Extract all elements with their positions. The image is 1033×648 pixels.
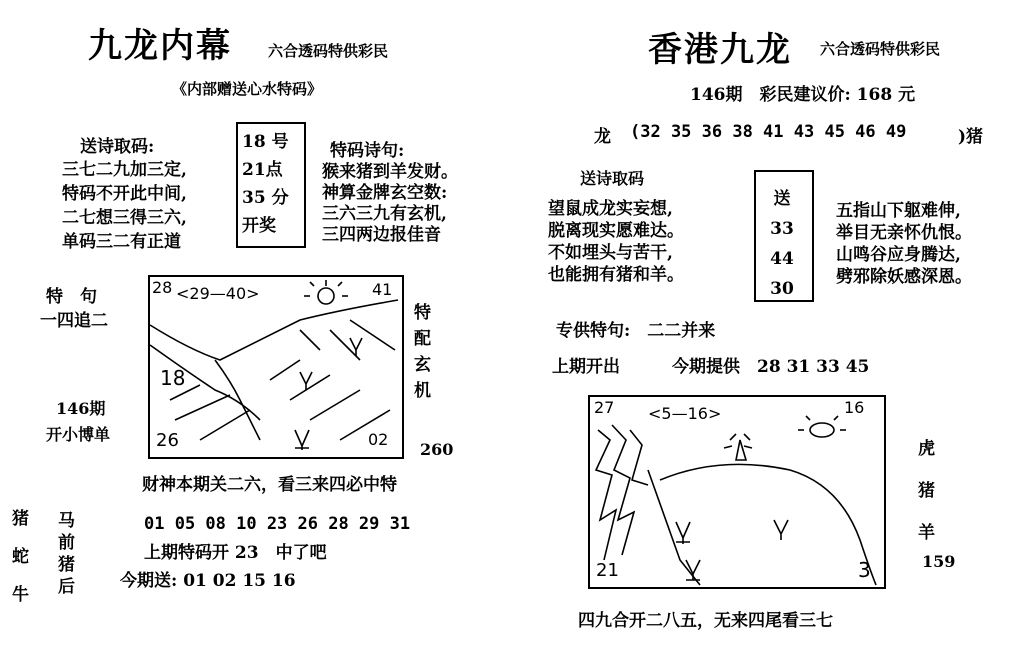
zodiac-char: 蛇 (12, 547, 29, 567)
left-last-line: 上期特码开 23 中了吧 (144, 543, 327, 563)
right-special-line: 专供特句: 二二并来 (556, 321, 716, 341)
left-verse-heading: 特码诗句: (330, 141, 405, 161)
right-poem-line: 脱离现实愿难达。 (548, 221, 684, 241)
right-poem-line: 不如埋头与苦干, (548, 243, 673, 263)
left-sketch-range: <29—40> (176, 284, 260, 303)
right-poem-line: 望鼠成龙实妄想, (548, 199, 673, 219)
left-issue-note: 开小博单 (46, 425, 111, 444)
send-number: 33 (770, 219, 794, 239)
right-poem-line: 山鸣谷应身腾达, (836, 245, 961, 265)
right-sketch-bottom-left: 21 (596, 560, 619, 581)
zodiac-char: 猪 (918, 481, 935, 501)
left-sketch-top-left: 28 (152, 278, 173, 297)
right-footer-line: 四九合开二八五，无来四尾看三七 (578, 611, 833, 631)
zodiac-char: 羊 (918, 523, 935, 543)
right-title: 香港九龙 (648, 30, 792, 70)
sun-icon (810, 423, 834, 437)
left-sketch-top-right: 41 (372, 280, 393, 299)
draw-minute: 35 分 (242, 188, 289, 208)
draw-hour: 21点 (242, 160, 283, 180)
left-poem-heading: 送诗取码: (80, 137, 155, 157)
right-provide-line: 今期提供 28 31 33 45 (672, 357, 870, 377)
number-260: 260 (420, 440, 454, 459)
fortune-line: 财神本期关二六，看三来四必中特 (142, 475, 397, 495)
left-sketch-mid: 18 (160, 366, 186, 390)
number-159: 159 (922, 552, 956, 571)
right-poem-line: 五指山下躯难伸, (836, 201, 961, 221)
left-poem-line: 特码不开此中间, (62, 184, 187, 204)
right-price-line: 146期 彩民建议价: 168 元 (690, 85, 916, 105)
left-send-line: 今期送: 01 02 15 16 (120, 571, 296, 591)
cactus-icon (736, 440, 746, 460)
right-sketch-range: <5—16> (648, 404, 722, 423)
left-sketch-bottom-right: 02 (368, 430, 389, 449)
vertical-char: 特 (414, 303, 431, 323)
right-last-open: 上期开出 (552, 357, 620, 377)
left-poem-line: 二七想三得三六, (62, 208, 187, 228)
zodiac-char: 猪 (58, 555, 75, 575)
bird-icon (774, 520, 788, 540)
draw-number: 18 号 (242, 132, 289, 152)
right-poem-line: 也能拥有猪和羊。 (548, 265, 684, 285)
special-value: 一四追二 (40, 311, 108, 331)
left-poem-line: 三七二九加三定, (62, 160, 187, 180)
right-poem-heading: 送诗取码 (580, 169, 645, 188)
zodiac-char: 猪 (12, 509, 29, 529)
right-poem-line: 劈邪除妖感深恩。 (836, 267, 972, 287)
zodiac-char: 后 (58, 577, 75, 597)
send-number: 44 (770, 249, 794, 269)
left-numbers-line: 01 05 08 10 23 26 28 29 31 (144, 514, 411, 534)
left-poem-line: 单码三二有正道 (62, 232, 181, 252)
pig-label: )猪 (958, 127, 984, 147)
left-title: 九龙内幕 (88, 26, 232, 66)
left-subtitle: 六合透码特供彩民 (268, 42, 389, 60)
left-issue: 146期 (56, 399, 106, 418)
zodiac-char: 虎 (918, 439, 935, 459)
right-sketch-top-right: 16 (844, 398, 865, 417)
right-sketch-bottom-right: 3 (858, 558, 871, 582)
vertical-char: 机 (414, 381, 431, 401)
special-label: 特 句 (46, 287, 97, 307)
zodiac-char: 马 (58, 511, 75, 531)
left-verse-line: 三四两边报佳音 (322, 225, 441, 245)
vertical-char: 配 (414, 329, 431, 349)
vertical-char: 玄 (414, 355, 431, 375)
draw-label: 开奖 (242, 216, 276, 236)
left-tagline: 《内部赠送心水特码》 (172, 80, 323, 98)
bird-icon (676, 522, 690, 544)
dragon-label: 龙 (594, 127, 611, 147)
right-subtitle: 六合透码特供彩民 (820, 40, 941, 58)
zodiac-char: 牛 (12, 585, 29, 605)
dragon-numbers: (32 35 36 38 41 43 45 46 49 (630, 122, 907, 142)
send-number: 30 (770, 279, 794, 299)
zodiac-char: 前 (58, 533, 75, 553)
left-verse-line: 三六三九有玄机, (322, 204, 447, 224)
send-label: 送 (773, 189, 791, 209)
left-verse-line: 猴来猪到羊发财。 (322, 162, 458, 182)
right-sketch-top-left: 27 (594, 398, 615, 417)
right-zodiac (918, 428, 935, 554)
left-verse-line: 神算金牌玄空数: (322, 183, 448, 203)
right-poem-line: 举目无亲怀仇恨。 (836, 223, 972, 243)
left-sketch-bottom-left: 26 (156, 430, 179, 451)
